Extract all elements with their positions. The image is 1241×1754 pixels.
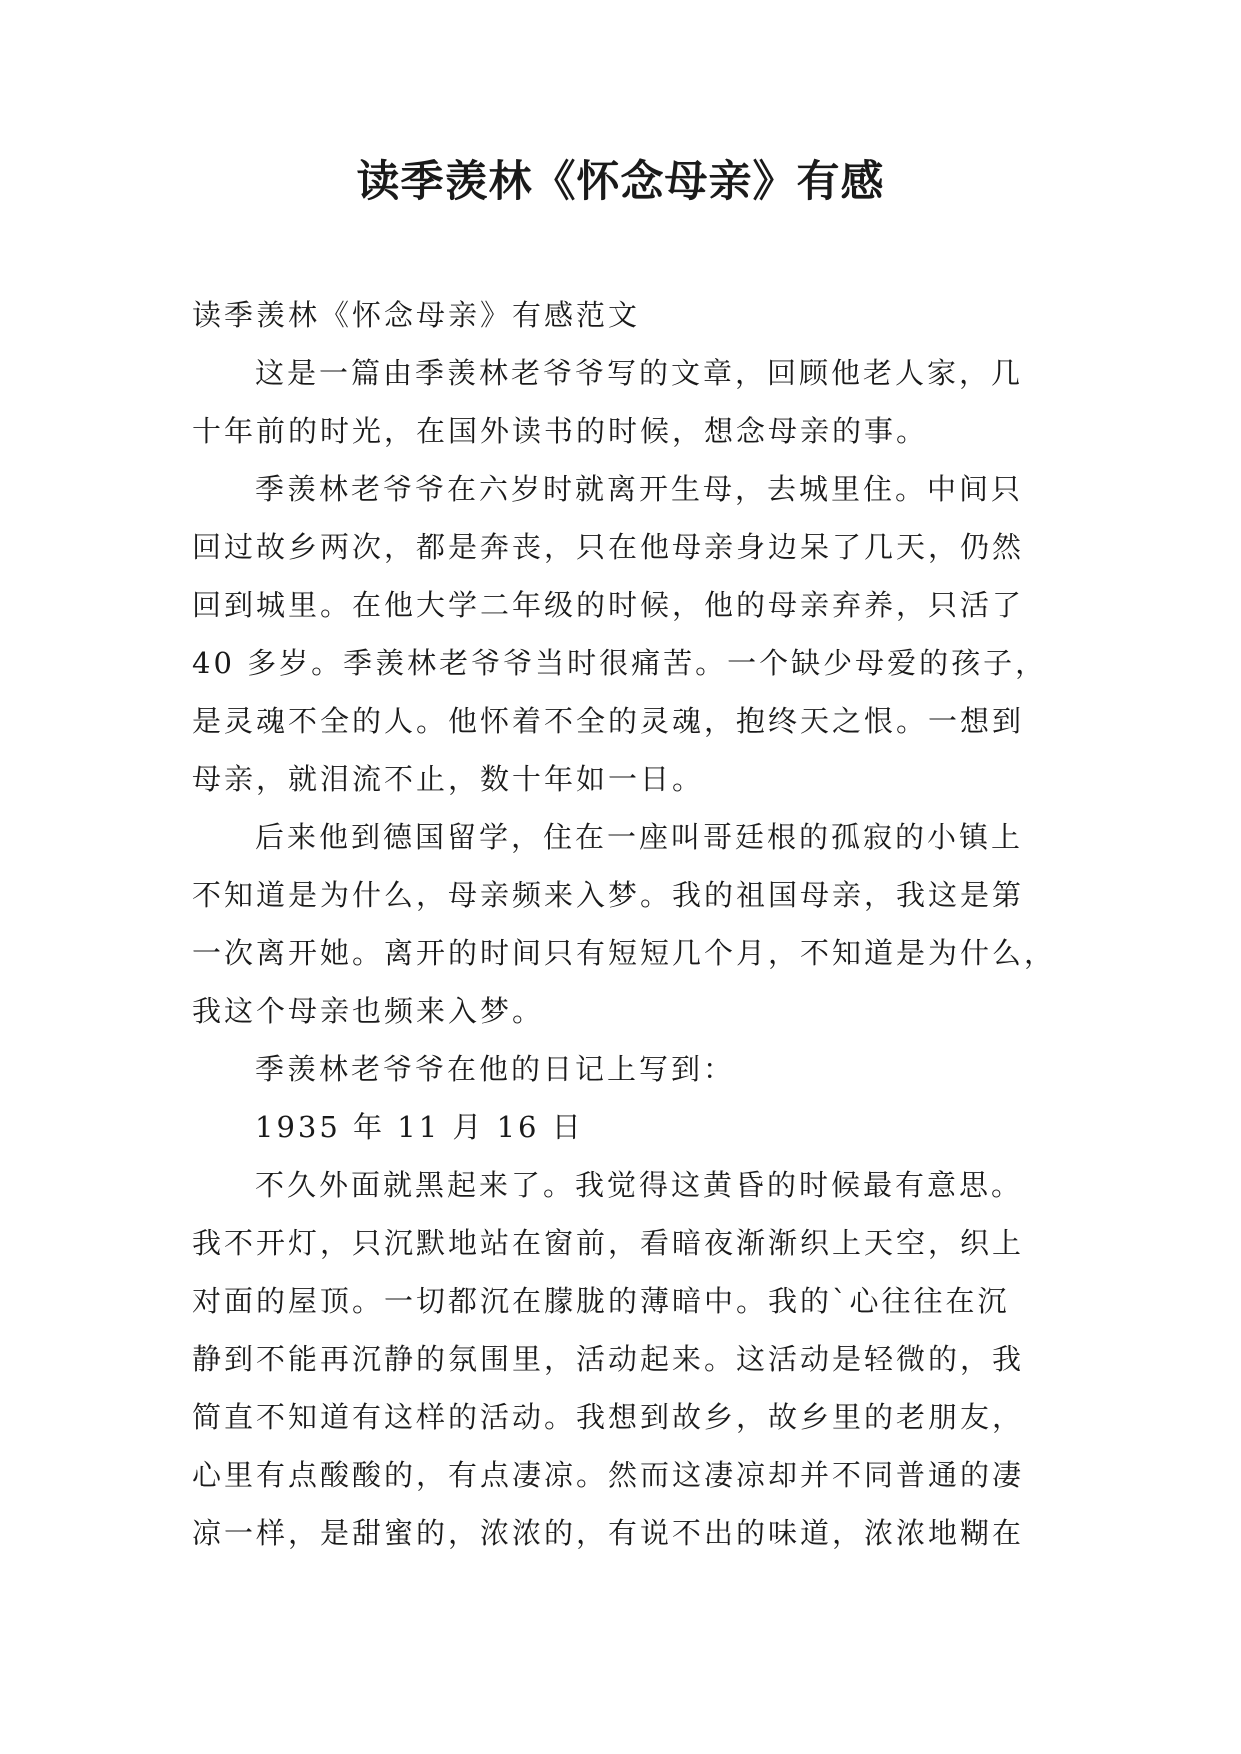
document-body: [192, 286, 1057, 1562]
body-text-line: 母亲，就泪流不止，数十年如一日。: [192, 762, 705, 796]
body-text-line: 1935 年 11 月 16 日: [255, 1110, 584, 1144]
body-text-line: 我不开灯，只沉默地站在窗前，看暗夜渐渐织上天空，织上: [192, 1226, 1025, 1260]
body-text-line: 对面的屋顶。一切都沉在朦胧的薄暗中。我的`心往往在沉: [192, 1284, 1010, 1318]
body-text-line: 是灵魂不全的人。他怀着不全的灵魂，抱终天之恨。一想到: [192, 704, 1025, 738]
body-text-line: 季羡林老爷爷在六岁时就离开生母，去城里住。中间只: [255, 472, 1024, 506]
body-text-line: 回到城里。在他大学二年级的时候，他的母亲弃养，只活了: [192, 588, 1025, 622]
body-text-line: 心里有点酸酸的，有点凄凉。然而这凄凉却并不同普通的凄: [192, 1458, 1025, 1492]
body-text-line: 这是一篇由季羡林老爷爷写的文章，回顾他老人家，几: [255, 356, 1024, 390]
body-text-line: 回过故乡两次，都是奔丧，只在他母亲身边呆了几天，仍然: [192, 530, 1025, 564]
body-text-line: 凉一样，是甜蜜的，浓浓的，有说不出的味道，浓浓地糊在: [192, 1516, 1025, 1550]
body-text-line: 后来他到德国留学，住在一座叫哥廷根的孤寂的小镇上: [255, 820, 1024, 854]
body-text-line: 40 多岁。季羡林老爷爷当时很痛苦。一个缺少母爱的孩子，: [192, 646, 1048, 680]
body-text-line: 读季羡林《怀念母亲》有感范文: [192, 298, 641, 332]
body-text-line: 简直不知道有这样的活动。我想到故乡，故乡里的老朋友，: [192, 1400, 1025, 1434]
body-text-line: 不知道是为什么，母亲频来入梦。我的祖国母亲，我这是第: [192, 878, 1025, 912]
body-text-line: 季羡林老爷爷在他的日记上写到：: [255, 1052, 736, 1086]
body-text-line: 一次离开她。离开的时间只有短短几个月，不知道是为什么，: [192, 936, 1057, 970]
body-text-line: 不久外面就黑起来了。我觉得这黄昏的时候最有意思。: [255, 1168, 1024, 1202]
document-title: 读季羡林《怀念母亲》有感: [356, 157, 885, 207]
body-text-line: 十年前的时光，在国外读书的时候，想念母亲的事。: [192, 414, 929, 448]
body-text-line: 我这个母亲也频来入梦。: [192, 994, 545, 1028]
body-text-line: 静到不能再沉静的氛围里，活动起来。这活动是轻微的，我: [192, 1342, 1025, 1376]
